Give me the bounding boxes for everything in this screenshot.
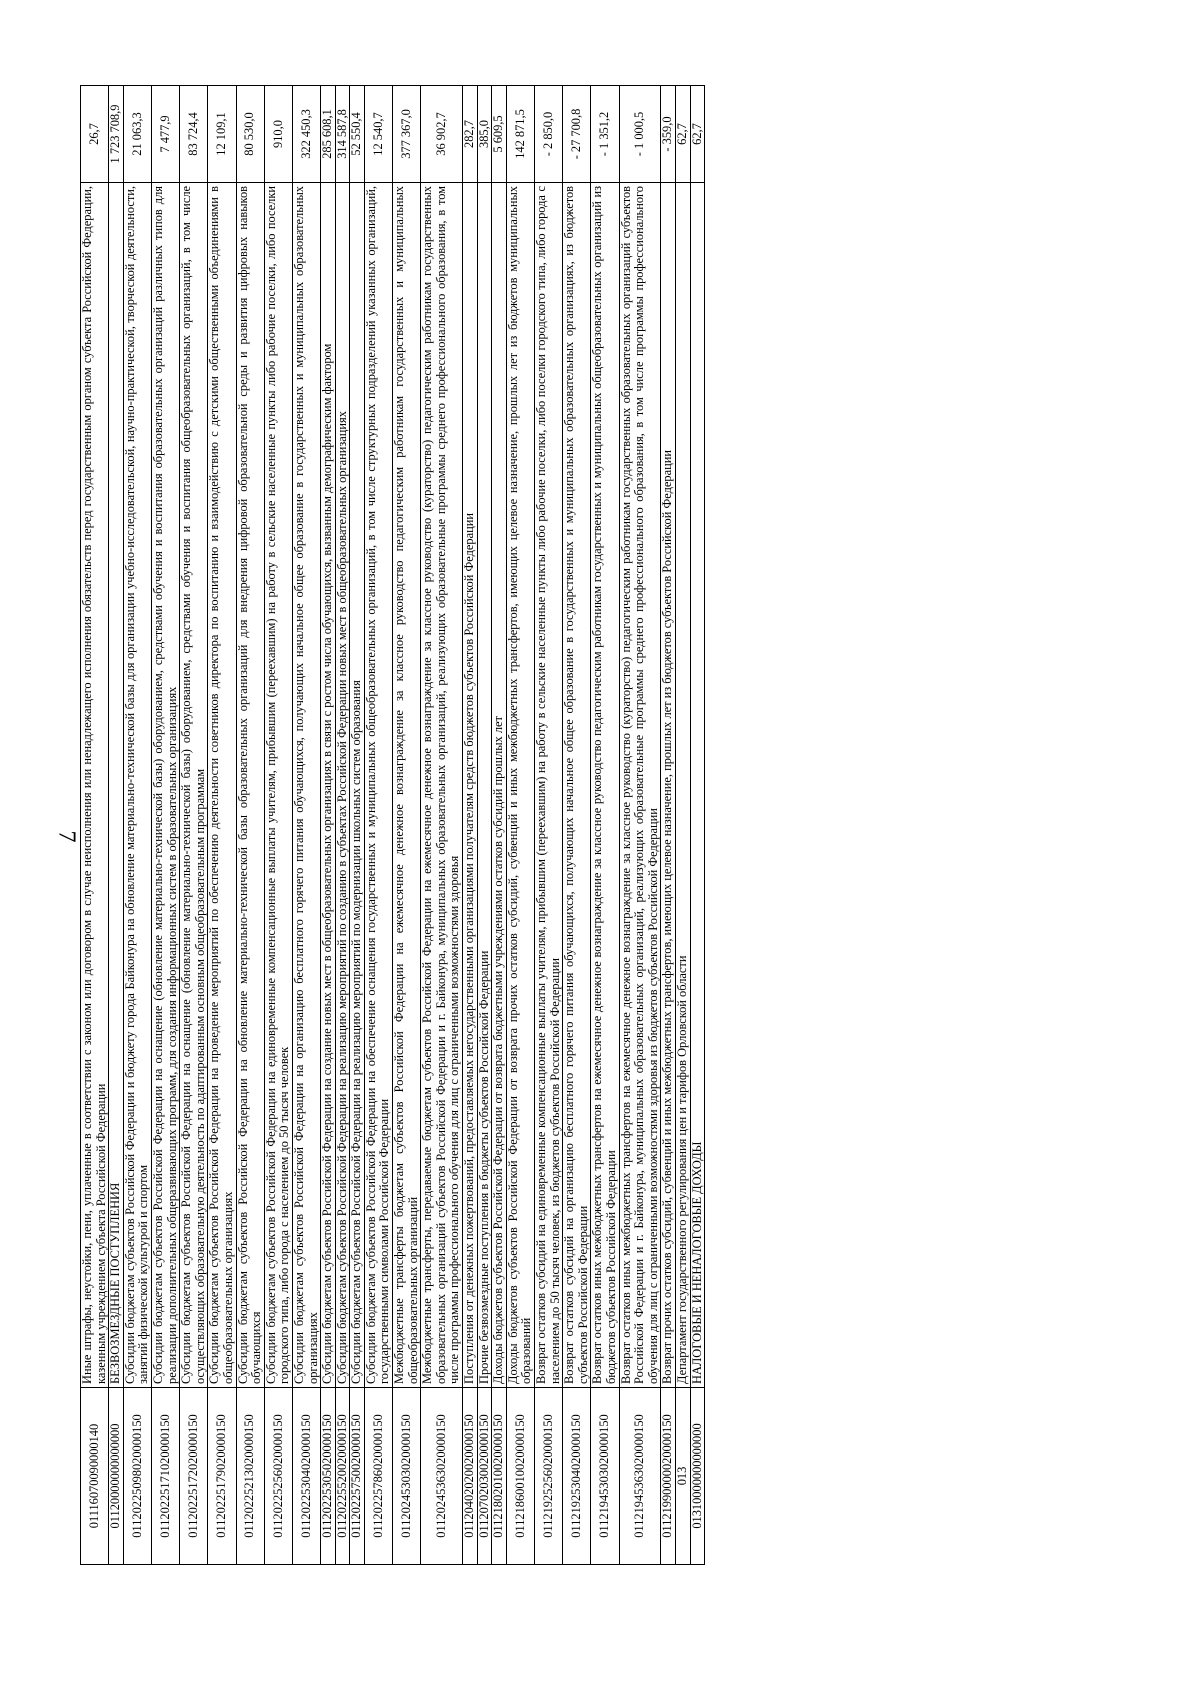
revenue-name: Иные штрафы, неустойки, пени, уплаченные в соответствии с законом или договором в случае неисполнения или ненадлежащего исполнения обязательств перед государственным органом субъекта Российской Федерации, казенным учреждением субъекта Российской Федерации bbox=[81, 183, 109, 1388]
amount: 80 530,0 bbox=[236, 86, 264, 183]
revenue-name: Возврат остатков иных межбюджетных трансфертов на ежемесячное денежное вознаграждение за классное руководство (кураторство) педагогическим работникам государственных образовательных организаций субъектов Российской Федерации и г. Байконура, муниципальных образовательных организаций, реализующих образовательные программы среднего профессионального образования, в том числе программы профессионального обучения для лиц с ограниченными возможностями здоровья из бюджетов субъектов Российской Федерации bbox=[619, 183, 661, 1388]
classification-code: 01120225172020000150 bbox=[180, 1388, 208, 1565]
classification-code: 01120245363020000150 bbox=[421, 1388, 463, 1565]
revenue-name: Субсидии бюджетам субъектов Российской Федерации на обеспечение оснащения государственных и муниципальных общеобразовательных организаций, в том числе структурных подразделений указанных организаций, государственными символами Российской Федерации bbox=[364, 183, 392, 1388]
revenue-table bbox=[80, 85, 705, 1565]
classification-code: 01120225179020000150 bbox=[208, 1388, 236, 1565]
revenue-name: Субсидии бюджетам субъектов Российской Федерации на проведение мероприятий по обеспечению деятельности советников директора по воспитанию и взаимодействию с детскими общественными объединениями в общеобразовательных организациях bbox=[208, 183, 236, 1388]
revenue-name: Возврат прочих остатков субсидий, субвенций и иных межбюджетных трансфертов, имеющих целевое назначение, прошлых лет из бюджетов субъектов Российской Федерации bbox=[661, 183, 676, 1388]
amount: 1 723 708,9 bbox=[109, 86, 124, 183]
table-row bbox=[563, 86, 591, 1565]
classification-code: 01120225098020000150 bbox=[123, 1388, 151, 1565]
table-row bbox=[619, 86, 661, 1565]
revenue-name: Прочие безвозмездные поступления в бюджеты субъектов Российской Федерации bbox=[477, 183, 492, 1388]
rotated-table-wrapper bbox=[80, 85, 965, 1565]
revenue-name: Департамент государственного регулирования цен и тарифов Орловской области bbox=[675, 183, 690, 1388]
table-row bbox=[477, 86, 492, 1565]
revenue-name: Возврат остатков субсидий на единовременные компенсационные выплаты учителям, прибывшим (переехавшим) на работу в сельские населенные пункты либо рабочие поселки, либо поселки городского типа, либо города с населением до 50 тысяч человек, из бюджетов субъектов Российской Федерации bbox=[535, 183, 563, 1388]
revenue-name: Доходы бюджетов субъектов Российской Федерации от возврата бюджетными учреждениями остатков субсидий прошлых лет bbox=[492, 183, 507, 1388]
classification-code: 01120225256020000150 bbox=[264, 1388, 292, 1565]
table-row bbox=[264, 86, 292, 1565]
page-number: 7 bbox=[53, 830, 80, 843]
classification-code: 01310000000000000 bbox=[690, 1388, 705, 1565]
classification-code: 01116070090000140 bbox=[81, 1388, 109, 1565]
table-row bbox=[463, 86, 478, 1565]
revenue-name: БЕЗВОЗМЕЗДНЫЕ ПОСТУПЛЕНИЯ bbox=[109, 183, 124, 1388]
amount: 26,7 bbox=[81, 86, 109, 183]
classification-code: 01120225304020000150 bbox=[292, 1388, 320, 1565]
amount: 52 550,4 bbox=[350, 86, 365, 183]
classification-code: 01120225520020000150 bbox=[335, 1388, 350, 1565]
amount: 910,0 bbox=[264, 86, 292, 183]
revenue-name: Возврат остатков иных межбюджетных трансфертов на ежемесячное денежное вознаграждение за классное руководство педагогическим работникам государственных и муниципальных общеобразовательных организаций из бюджетов субъектов Российской Федерации bbox=[591, 183, 619, 1388]
classification-code: 01120225171020000150 bbox=[151, 1388, 179, 1565]
amount: - 2 850,0 bbox=[535, 86, 563, 183]
amount: 314 587,8 bbox=[335, 86, 350, 183]
table-row bbox=[335, 86, 350, 1565]
amount: - 1 351,2 bbox=[591, 86, 619, 183]
classification-code: 01120000000000000 bbox=[109, 1388, 124, 1565]
revenue-name: Субсидии бюджетам субъектов Российской Федерации на создание новых мест в общеобразовательных организациях в связи с ростом числа обучающихся, вызванным демографическим фактором bbox=[321, 183, 336, 1388]
revenue-name: Субсидии бюджетам субъектов Российской Федерации на обновление материально-технической базы образовательных организаций для внедрения цифровой образовательной среды и развития цифровых навыков обучающихся bbox=[236, 183, 264, 1388]
revenue-name: Субсидии бюджетам субъектов Российской Федерации на реализацию мероприятий по созданию в субъектах Российской Федерации новых мест в общеобразовательных организациях bbox=[335, 183, 350, 1388]
amount: 12 109,1 bbox=[208, 86, 236, 183]
revenue-name: Межбюджетные трансферты бюджетам субъектов Российской Федерации на ежемесячное денежное вознаграждение за классное руководство педагогическим работникам государственных и муниципальных общеобразовательных организаций bbox=[393, 183, 421, 1388]
table-row bbox=[109, 86, 124, 1565]
classification-code: 01121925304020000150 bbox=[563, 1388, 591, 1565]
revenue-name: Субсидии бюджетам субъектов Российской Федерации на единовременные компенсационные выплаты учителям, прибывшим (переехавшим) на работу в сельские населенные пункты либо рабочие поселки, либо поселки городского типа, либо города с населением до 50 тысяч человек bbox=[264, 183, 292, 1388]
table-row bbox=[123, 86, 151, 1565]
amount: - 1 000,5 bbox=[619, 86, 661, 183]
amount: 62,7 bbox=[675, 86, 690, 183]
amount: 385,0 bbox=[477, 86, 492, 183]
table-row bbox=[350, 86, 365, 1565]
revenue-name: Возврат остатков субсидий на организацию бесплатного горячего питания обучающихся, получающих начальное общее образование в государственных и муниципальных образовательных организациях, из бюджетов субъектов Российской Федерации bbox=[563, 183, 591, 1388]
revenue-name: Субсидии бюджетам субъектов Российской Федерации и бюджету города Байконура на обновление материально-технической базы для организации учебно-исследовательской, научно-практической, творческой деятельности, занятий физической культурой и спортом bbox=[123, 183, 151, 1388]
amount: 285 608,1 bbox=[321, 86, 336, 183]
classification-code: 01121945363020000150 bbox=[619, 1388, 661, 1565]
table-row bbox=[661, 86, 676, 1565]
classification-code: 01121945303020000150 bbox=[591, 1388, 619, 1565]
classification-code: 01121925256020000150 bbox=[535, 1388, 563, 1565]
classification-code: 01121802010020000150 bbox=[492, 1388, 507, 1565]
revenue-name: Субсидии бюджетам субъектов Российской Федерации на реализацию мероприятий по модернизации школьных систем образования bbox=[350, 183, 365, 1388]
revenue-name: Межбюджетные трансферты, передаваемые бюджетам субъектов Российской Федерации на ежемесячное денежное вознаграждение за классное руководство (кураторство) педагогическим работникам государственных образовательных организаций субъектов Российской Федерации и г. Байконура, муниципальных образовательных организаций, реализующих образовательные программы среднего профессионального образования, в том числе программы профессионального обучения для лиц с ограниченными возможностями здоровья bbox=[421, 183, 463, 1388]
classification-code: 01120402020020000150 bbox=[463, 1388, 478, 1565]
table-row bbox=[535, 86, 563, 1565]
amount: 36 902,7 bbox=[421, 86, 463, 183]
amount: 7 477,9 bbox=[151, 86, 179, 183]
table-row bbox=[393, 86, 421, 1565]
table-row bbox=[591, 86, 619, 1565]
amount: 21 063,3 bbox=[123, 86, 151, 183]
table-row bbox=[690, 86, 705, 1565]
table-row bbox=[492, 86, 507, 1565]
classification-code: 01120225213020000150 bbox=[236, 1388, 264, 1565]
amount: 282,7 bbox=[463, 86, 478, 183]
table-row bbox=[208, 86, 236, 1565]
table-row bbox=[236, 86, 264, 1565]
table-row bbox=[151, 86, 179, 1565]
table-row bbox=[675, 86, 690, 1565]
classification-code: 01120225786020000150 bbox=[364, 1388, 392, 1565]
amount: 62,7 bbox=[690, 86, 705, 183]
revenue-name: Доходы бюджетов субъектов Российской Федерации от возврата прочих остатков субсидий, субвенций и иных межбюджетных трансфертов, имеющих целевое назначение, прошлых лет из бюджетов муниципальных образований bbox=[506, 183, 534, 1388]
classification-code: 013 bbox=[675, 1388, 690, 1565]
classification-code: 01121990000020000150 bbox=[661, 1388, 676, 1565]
table-row bbox=[364, 86, 392, 1565]
classification-code: 01120225305020000150 bbox=[321, 1388, 336, 1565]
table-row bbox=[81, 86, 109, 1565]
revenue-name: Субсидии бюджетам субъектов Российской Федерации на оснащение (обновление материально-технической базы) оборудованием, средствами обучения и воспитания общеобразовательных организаций, в том числе осуществляющих образовательную деятельность по адаптированным основным общеобразовательным программам bbox=[180, 183, 208, 1388]
revenue-name: НАЛОГОВЫЕ И НЕНАЛОГОВЫЕ ДОХОДЫ bbox=[690, 183, 705, 1388]
amount: 322 450,3 bbox=[292, 86, 320, 183]
amount: 377 367,0 bbox=[393, 86, 421, 183]
classification-code: 01120225750020000150 bbox=[350, 1388, 365, 1565]
classification-code: 01120702030020000150 bbox=[477, 1388, 492, 1565]
revenue-name: Субсидии бюджетам субъектов Российской Федерации на организацию бесплатного горячего питания обучающихся, получающих начальное общее образование в государственных и муниципальных образовательных организациях bbox=[292, 183, 320, 1388]
amount: 142 871,5 bbox=[506, 86, 534, 183]
revenue-name: Субсидии бюджетам субъектов Российской Федерации на оснащение (обновление материально-технической базы) оборудованием, средствами обучения и воспитания образовательных организаций различных типов для реализации дополнительных общеразвивающих программ, для создания информационных систем в образовательных организациях bbox=[151, 183, 179, 1388]
table-row bbox=[321, 86, 336, 1565]
amount: 12 540,7 bbox=[364, 86, 392, 183]
revenue-name: Поступления от денежных пожертвований, предоставляемых негосударственными организациями получателям средств бюджетов субъектов Российской Федерации bbox=[463, 183, 478, 1388]
table-row bbox=[180, 86, 208, 1565]
classification-code: 01120245303020000150 bbox=[393, 1388, 421, 1565]
amount: 83 724,4 bbox=[180, 86, 208, 183]
amount: 5 609,5 bbox=[492, 86, 507, 183]
amount: - 27 700,8 bbox=[563, 86, 591, 183]
table-row bbox=[421, 86, 463, 1565]
classification-code: 01121860010020000150 bbox=[506, 1388, 534, 1565]
table-row bbox=[292, 86, 320, 1565]
table-row bbox=[506, 86, 534, 1565]
amount: - 359,0 bbox=[661, 86, 676, 183]
